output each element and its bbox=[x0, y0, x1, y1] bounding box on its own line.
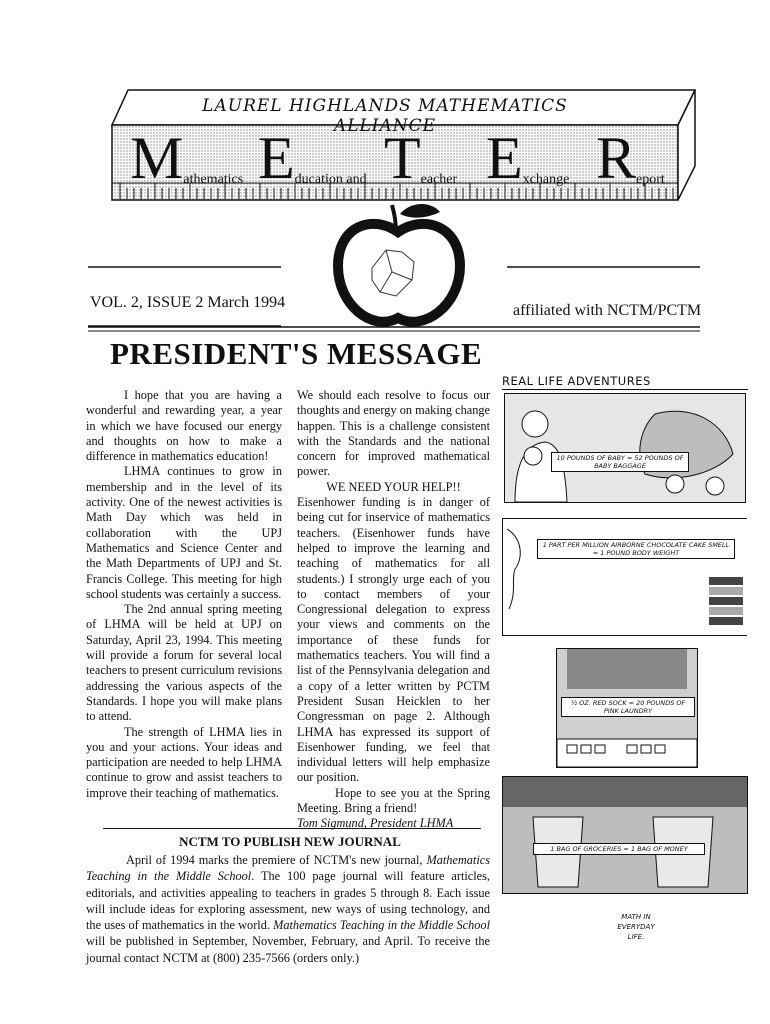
acronym-word-5 bbox=[596, 125, 665, 191]
acronym-letter: E bbox=[258, 125, 295, 191]
nctm-text: April of 1994 marks the premiere of NCTM's new journal, bbox=[126, 853, 427, 867]
nctm-body bbox=[86, 852, 490, 966]
acronym-letter: E bbox=[486, 125, 523, 191]
acronym-rest: eacher bbox=[420, 172, 458, 187]
comic-caption: ½ OZ. RED SOCK = 20 POUNDS OF PINK LAUNDRY bbox=[561, 697, 695, 717]
paragraph: We should each resolve to focus our thoughts and energy on making change happen. This is a challenge consistent with the Standards and the national concern for improved mathematical power. bbox=[297, 388, 490, 479]
nctm-text: will be published in September, November, February, and April. To receive the journal contact NCTM at (800) 235-7566 (orders only.) bbox=[86, 934, 490, 965]
paragraph: LHMA continues to grow in membership and in the level of its activity. One of the newest activities is Math Day which was held in collaboration with the UPJ Mathematics and Science Center and the Math Departments of UPJ and St. Francis College. This meeting for high school students was certainly a success. bbox=[86, 464, 282, 601]
acronym-rest: xchange bbox=[522, 172, 570, 187]
affiliation: affiliated with NCTM/PCTM bbox=[513, 302, 702, 319]
comic-panel-cake bbox=[502, 518, 747, 636]
president-right-column bbox=[297, 388, 490, 832]
issue-info: VOL. 2, ISSUE 2 March 1994 bbox=[90, 294, 286, 311]
paragraph: I hope that you are having a wonderful and rewarding year, a year in which we have focused our energy and thoughts on how to make a difference in mathematics education! bbox=[86, 388, 282, 464]
acronym-word-4 bbox=[486, 125, 570, 191]
signature: Tom Sigmund, President LHMA bbox=[297, 816, 454, 831]
paragraph: Eisenhower funding is in danger of being cut for inservice of mathematics teachers. (Eisenhower funds have helped to improve the learning and teaching of mathematics for all students.) I strongly urge each of you to contact members of your Congressional delegation to express your views and comments on the importance of these funds for mathematics teachers. You will find a list of the Pennsylvania delegation and a copy of a letter written by PCTM President Susan Heicklen to her Congressman on page 2. Although LHMA has expressed its support of Eisenhower funding, we feel that individual letters will help emphasize our position. bbox=[297, 495, 490, 785]
paragraph: The strength of LHMA lies in you and your actions. Your ideas and participation are needed to help LHMA continue to grow and assist teachers to improve their teaching of mathematics. bbox=[86, 724, 282, 800]
comic-caption: 10 POUNDS OF BABY = 52 POUNDS OF BABY BAGGAGE bbox=[551, 452, 689, 472]
page-title: PRESIDENT'S MESSAGE bbox=[110, 336, 483, 371]
closing: Hope to see you at the Spring Meeting. Bring a friend! bbox=[297, 785, 490, 816]
comic-caption: 1 BAG OF GROCERIES = 1 BAG OF MONEY bbox=[533, 843, 705, 855]
comic-panel-laundry bbox=[556, 648, 698, 768]
acronym-letter: M bbox=[130, 125, 184, 191]
president-left-column bbox=[86, 388, 282, 801]
cake-illustration-icon bbox=[503, 519, 747, 635]
journal-name: Mathematics Teaching in the Middle School bbox=[86, 853, 490, 884]
journal-name: Mathematics Teaching in the Middle School bbox=[273, 918, 490, 933]
acronym-rest: eport bbox=[636, 172, 665, 187]
groceries-illustration-icon bbox=[503, 777, 747, 893]
comic-footer: MATH IN EVERYDAY LIFE. bbox=[617, 913, 655, 941]
nctm-title: NCTM TO PUBLISH NEW JOURNAL bbox=[179, 834, 401, 849]
acronym-letter: T bbox=[384, 125, 421, 191]
help-heading: WE NEED YOUR HELP!! bbox=[326, 479, 461, 494]
acronym-word-1 bbox=[130, 125, 244, 191]
acronym-letter: R bbox=[596, 125, 637, 191]
paragraph: The 2nd annual spring meeting of LHMA will be held at UPJ on Saturday, April 23, 1994. This meeting will provide a forum for several local teachers to present curriculum revisions addressing the various aspects of the Standards. I hope you will make plans to attend. bbox=[86, 602, 282, 724]
acronym-rest: athematics bbox=[183, 172, 244, 187]
acronym-word-3 bbox=[384, 125, 458, 191]
acronym-rest: ducation and bbox=[294, 172, 367, 187]
comic-caption: 1 PART PER MILLION AIRBORNE CHOCOLATE CAKE SMELL = 1 POUND BODY WEIGHT bbox=[537, 539, 735, 559]
organization-name: LAUREL HIGHLANDS MATHEMATICS ALLIANCE bbox=[202, 96, 568, 136]
section-divider bbox=[103, 828, 481, 829]
comic-panel-groceries bbox=[502, 776, 748, 894]
apple-with-map-icon bbox=[338, 204, 460, 322]
comic-heading: REAL LIFE ADVENTURES bbox=[502, 374, 651, 388]
baby-illustration-icon bbox=[505, 394, 745, 502]
acronym-word-2 bbox=[258, 125, 367, 191]
nctm-text: . The 100 page journal will feature articles, editorials, and activities appealing to teachers in grades 5 through 8. Each issue will include ideas for exploring assessment, new ways of using technology, and the uses of mathematics in the world. bbox=[86, 869, 490, 933]
comic-panel-baby bbox=[504, 393, 746, 503]
comic-heading-rule bbox=[502, 389, 748, 390]
